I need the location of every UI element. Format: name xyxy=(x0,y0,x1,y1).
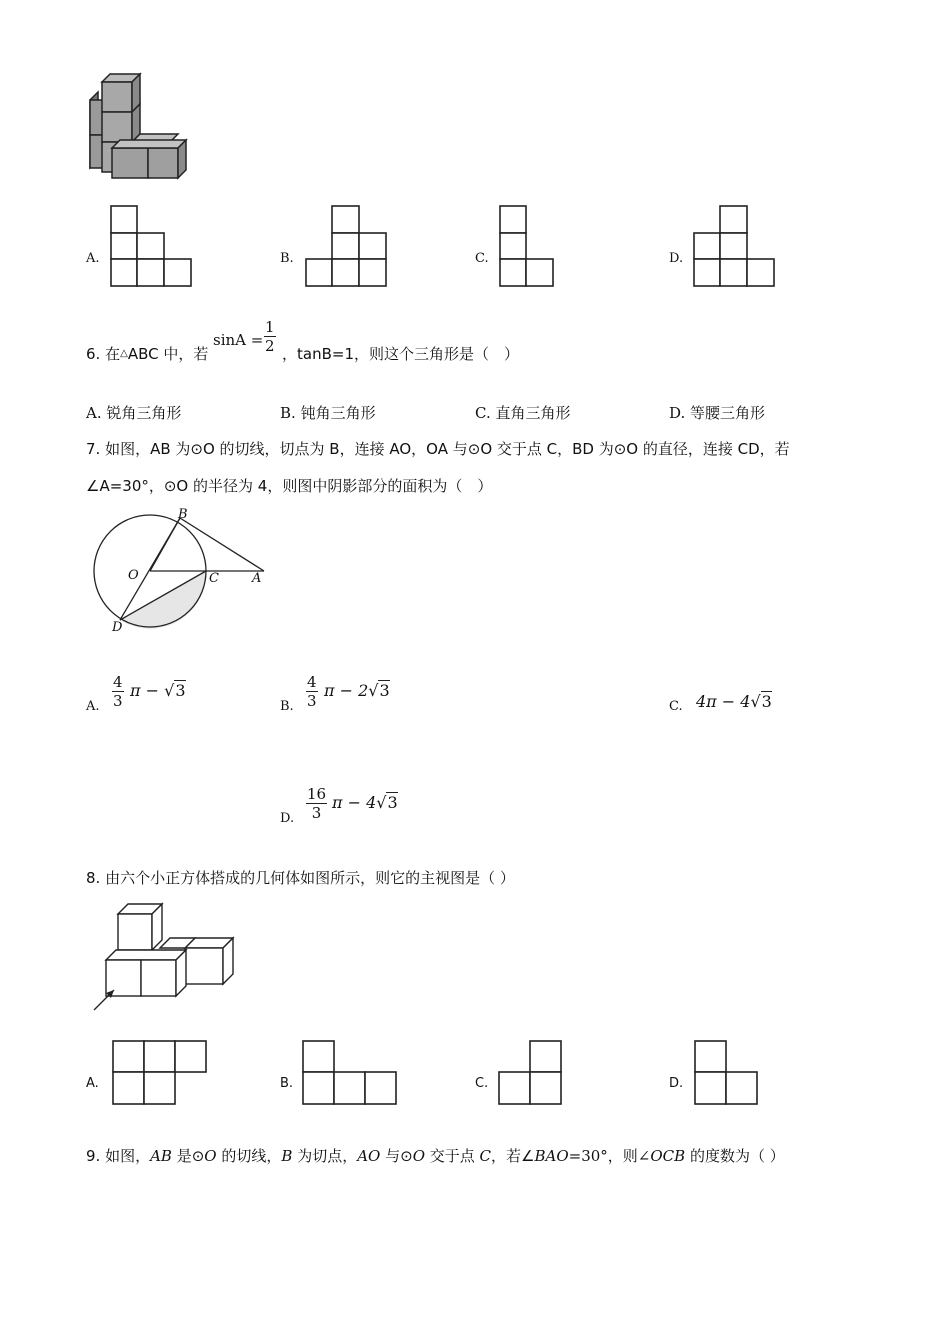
q9-bao: BAO xyxy=(534,1147,569,1165)
q9-number: 9. 如图， xyxy=(86,1147,151,1165)
q5-solid-figure xyxy=(86,70,186,185)
q7-option-c-letter[interactable]: C. xyxy=(669,699,683,714)
q6-option-d-text: 等腰三角形 xyxy=(690,404,766,422)
q7-option-a-root: 3 xyxy=(175,681,186,700)
q7-option-b-pi: π − 2 xyxy=(324,681,369,700)
q8-option-d-view[interactable] xyxy=(694,1040,759,1106)
q7-option-a-den: 3 xyxy=(113,692,123,710)
q6-sin-numerator: 1 xyxy=(265,318,275,336)
q9-t10: 交于点 xyxy=(425,1147,480,1165)
q8-option-c-view[interactable] xyxy=(498,1040,563,1106)
q7-option-a-pi: π − xyxy=(130,681,160,700)
q7-option-b-expr: π − 2√3 xyxy=(324,681,390,700)
triangle-icon: △ xyxy=(120,348,128,359)
q6-option-a-letter: A. xyxy=(86,404,102,422)
q7-stem-line2: ∠A=30°，⊙O 的半径为 4，则图中阴影部分的面积为（ ） xyxy=(86,477,493,495)
q7-option-d-letter[interactable]: D. xyxy=(280,811,295,826)
q7-label-d: D xyxy=(112,620,123,635)
q9-ao: AO xyxy=(357,1147,381,1165)
q6-sin-fraction xyxy=(264,318,276,355)
q8-solid-figure xyxy=(90,900,250,1015)
q9-o2: O xyxy=(412,1147,425,1165)
q5-option-a-view[interactable] xyxy=(110,205,192,287)
q9-ocb: OCB xyxy=(650,1147,686,1165)
q7-option-c-lead: 4π − 4 xyxy=(696,692,751,711)
q6-stem xyxy=(86,344,208,364)
q6-rest: ，tanB=1，则这个三角形是（ ） xyxy=(282,345,519,363)
q5-option-d-letter[interactable]: D. xyxy=(669,251,684,266)
q9-t8: 与⊙ xyxy=(380,1147,413,1165)
q7-option-c-root: 3 xyxy=(761,692,772,711)
q7-label-o: O xyxy=(128,568,139,583)
q8-stem: 8. 由六个小正方体搭成的几何体如图所示，则它的主视图是（ ） xyxy=(86,869,515,887)
q7-option-d-num: 16 xyxy=(307,785,327,803)
q6-option-b-letter: B. xyxy=(280,404,296,422)
q7-option-b-letter[interactable]: B. xyxy=(280,699,294,714)
q5-option-c-view[interactable] xyxy=(499,205,555,287)
q7-option-a-num: 4 xyxy=(113,673,123,691)
q7-option-c-expr: 4π − 4√3 xyxy=(696,692,772,711)
q9-t2: 是⊙ xyxy=(171,1147,205,1165)
q7-option-a-letter[interactable]: A. xyxy=(86,699,100,714)
q7-option-d-den: 3 xyxy=(311,804,322,822)
q7-option-d-fraction xyxy=(306,785,327,822)
q6-option-c-letter: C. xyxy=(475,404,491,422)
q7-stem-line1: 7. 如图，AB 为⊙O 的切线，切点为 B，连接 AO，OA 与⊙O 交于点 C，BD 为⊙O 的直径，连接 CD，若 xyxy=(86,440,790,458)
q9-t6: 为切点， xyxy=(292,1147,358,1165)
q7-label-a: A xyxy=(252,571,262,586)
q7-option-a-expr: π − √3 xyxy=(130,681,186,700)
q8-option-b-letter[interactable]: B. xyxy=(280,1076,294,1091)
q5-option-b-letter[interactable]: B. xyxy=(280,251,294,266)
q6-option-d-letter: D. xyxy=(669,404,686,422)
q6-prefix: 在 xyxy=(105,345,121,363)
q6-option-c[interactable] xyxy=(475,403,571,423)
q9-t16: 的度数为（ ） xyxy=(685,1147,785,1165)
q7-label-c: C xyxy=(209,571,219,586)
q5-option-d-view[interactable] xyxy=(693,205,775,287)
q6-option-a-text: 锐角三角形 xyxy=(106,404,182,422)
q7-option-d-expr: π − 4√3 xyxy=(332,793,398,812)
q6-sin-denominator: 2 xyxy=(265,337,275,355)
q6-mid: ABC 中，若 xyxy=(127,345,209,363)
q7-option-b-root: 3 xyxy=(379,681,390,700)
q7-option-a-fraction xyxy=(112,673,124,710)
q6-number: 6. xyxy=(86,345,101,363)
q7-option-d-root: 3 xyxy=(387,793,398,812)
q9-b: B xyxy=(281,1147,293,1165)
q8-option-d-letter[interactable]: D. xyxy=(669,1076,684,1091)
q9-t12: ，若∠ xyxy=(491,1147,535,1165)
q9-ab: AB xyxy=(150,1147,172,1165)
q5-option-a-letter[interactable]: A. xyxy=(86,251,100,266)
q9-o1: O xyxy=(204,1147,217,1165)
q5-option-c-letter[interactable]: C. xyxy=(475,251,489,266)
q9-t4: 的切线， xyxy=(216,1147,282,1165)
q8-option-c-letter[interactable]: C. xyxy=(475,1076,489,1091)
q7-label-b: B xyxy=(178,507,188,522)
q8-option-a-letter[interactable]: A. xyxy=(86,1076,99,1091)
q6-option-b[interactable] xyxy=(280,403,376,423)
q7-option-d-pi: π − 4 xyxy=(332,793,377,812)
q5-option-b-view[interactable] xyxy=(305,205,387,287)
q7-option-b-fraction xyxy=(306,673,318,710)
q6-option-a[interactable] xyxy=(86,403,181,423)
q7-circle-figure xyxy=(88,508,268,638)
q6-option-d[interactable] xyxy=(669,403,765,423)
q9-stem xyxy=(86,1146,785,1166)
q7-option-b-num: 4 xyxy=(307,673,317,691)
q6-option-b-text: 钝角三角形 xyxy=(300,404,376,422)
q9-t14: =30°，则∠ xyxy=(568,1147,651,1165)
q8-option-a-view[interactable] xyxy=(112,1040,207,1106)
q7-option-b-den: 3 xyxy=(307,692,317,710)
q9-c: C xyxy=(479,1147,492,1165)
q8-option-b-view[interactable] xyxy=(302,1040,397,1106)
q6-option-c-text: 直角三角形 xyxy=(495,404,571,422)
q6-sin-lhs: sinA = xyxy=(213,331,264,349)
